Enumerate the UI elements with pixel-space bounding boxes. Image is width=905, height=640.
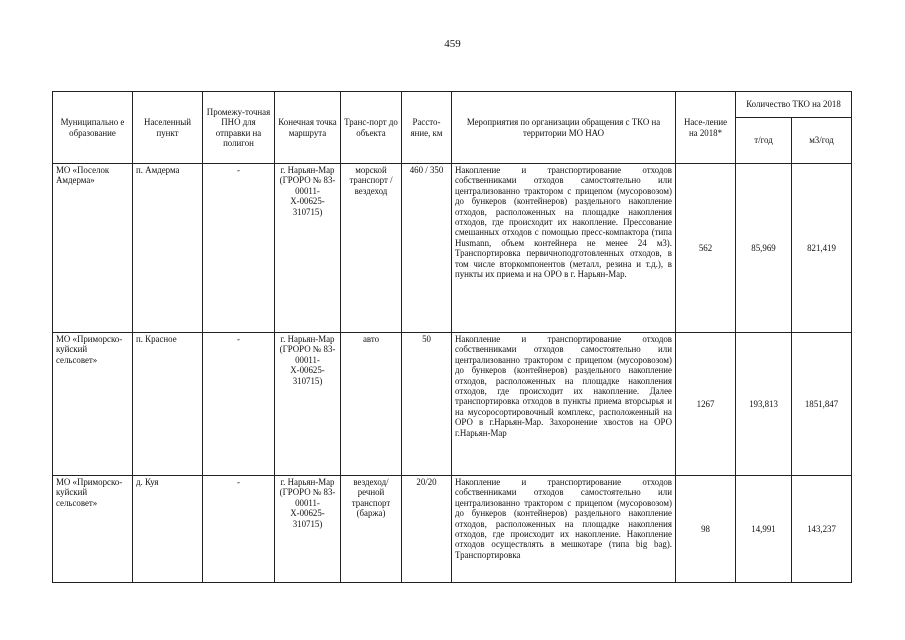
- cell-settlement: д. Куя: [133, 476, 203, 583]
- cell-endpoint: г. Нарьян-Мар (ГРОРО № 83-00011-Х-00625-310715): [275, 333, 341, 476]
- page-number: 459: [444, 38, 461, 50]
- cell-distance: 20/20: [402, 476, 452, 583]
- cell-population: 562: [676, 164, 736, 333]
- header-tko-m3: м3/год: [792, 118, 852, 164]
- cell-intermediate: -: [203, 333, 275, 476]
- header-endpoint: Конечная точка маршрута: [275, 92, 341, 164]
- header-settlement: Населенный пункт: [133, 92, 203, 164]
- cell-population: 98: [676, 476, 736, 583]
- cell-population: 1267: [676, 333, 736, 476]
- header-intermediate-point: Промежу-точная ПНО для отправки на полигон: [203, 92, 275, 164]
- header-transport: Транс-порт до объекта: [341, 92, 402, 164]
- header-tko-group: Количество ТКО на 2018: [736, 92, 852, 118]
- cell-measures: Накопление и транспортирование отходов собственниками отходов самостоятельно или централизованно трактором с прицепом (мусоровозом) до бункеров (контейнеров) раздельного накопление отходов, расположенных на площадке накопления отходов, где происходит их накопление. Прессование смешанных отходов с помощью пресс-компактора (типа Husmann, объем контейнера не менее 24 м3). Транспортировка первичноподготовленных отходов, в том числе вторкомпонентов (металл, резина и т.д.), в пункты их приема и на ОРО в г. Нарьян-Мар.: [452, 164, 676, 333]
- header-population: Насе-ление на 2018*: [676, 92, 736, 164]
- cell-municipality: МО «Поселок Амдерма»: [53, 164, 133, 333]
- cell-transport: морской транспорт / вездеход: [341, 164, 402, 333]
- table-row: [53, 333, 852, 476]
- cell-endpoint: г. Нарьян-Мар (ГРОРО № 83-00011-Х-00625-310715): [275, 164, 341, 333]
- header-distance: Рассто-яние, км: [402, 92, 452, 164]
- cell-transport: авто: [341, 333, 402, 476]
- cell-measures: Накопление и транспортирование отходов собственниками отходов самостоятельно или централизованно трактором с прицепом (мусоровозом) до бункеров (контейнеров) раздельного накопление отходов, расположенных на площадке накопления отходов, где происходит их накопление. Накопление отходов осуществлять в мешкотаре (типа big bag). Транспортировка: [452, 476, 676, 583]
- header-municipality: Муниципально е образование: [53, 92, 133, 164]
- cell-tko-tons: 14,991: [736, 476, 792, 583]
- cell-distance: 460 / 350: [402, 164, 452, 333]
- cell-intermediate: -: [203, 164, 275, 333]
- cell-distance: 50: [402, 333, 452, 476]
- cell-settlement: п. Красное: [133, 333, 203, 476]
- cell-municipality: МО «Приморско-куйский сельсовет»: [53, 333, 133, 476]
- tko-table: [52, 91, 852, 583]
- cell-settlement: п. Амдерма: [133, 164, 203, 333]
- cell-endpoint: г. Нарьян-Мар (ГРОРО № 83-00011-Х-00625-310715): [275, 476, 341, 583]
- cell-intermediate: -: [203, 476, 275, 583]
- cell-tko-tons: 193,813: [736, 333, 792, 476]
- header-tko-tons: т/год: [736, 118, 792, 164]
- cell-tko-tons: 85,969: [736, 164, 792, 333]
- cell-tko-m3: 1851,847: [792, 333, 852, 476]
- cell-measures: Накопление и транспортирование отходов собственниками отходов самостоятельно или централизованно трактором с прицепом (мусоровозом) до бункеров (контейнеров) раздельного накопление отходов, расположенных на площадке накопления отходов, где происходит их накопление. Далее транспортировка отходов в пункты приема вторсырья и на мусоросортировочный комплекс, расположенный на ОРО в г.Нарьян-Мар. Захоронение хвостов на ОРО г.Нарьян-Мар: [452, 333, 676, 476]
- header-measures: Мероприятия по организации обращения с ТКО на территории МО НАО: [452, 92, 676, 164]
- cell-municipality: МО «Приморско-куйский сельсовет»: [53, 476, 133, 583]
- cell-transport: вездеход/ речной транспорт (баржа): [341, 476, 402, 583]
- cell-tko-m3: 143,237: [792, 476, 852, 583]
- cell-tko-m3: 821,419: [792, 164, 852, 333]
- table-row: [53, 476, 852, 583]
- table-row: [53, 164, 852, 333]
